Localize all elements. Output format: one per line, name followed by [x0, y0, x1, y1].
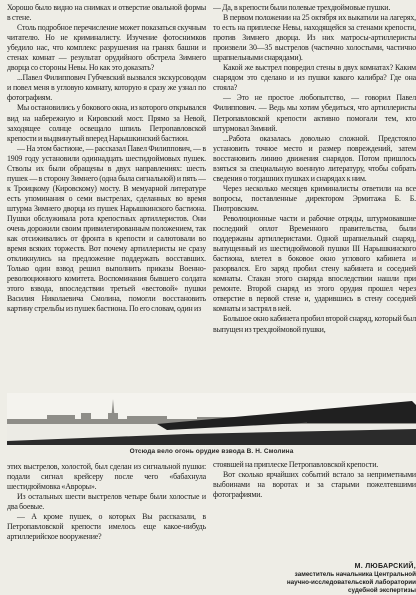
paragraph: В первом положении на 25 октября их выкатили на лагерях, то есть на приплеске Невы, находящейся за стенами крепости, против Зимнего дворца. Из них матросы-артиллеристы произвели 30—35 выстрелов (частично холостыми, частично шрапнельными снарядами).	[213, 13, 416, 63]
author-name: М. ЛЮБАРСКИЙ,	[354, 563, 416, 570]
article-column-left-top	[7, 3, 206, 401]
article-column-left-bottom	[7, 462, 206, 590]
paragraph: Большое окно кабинета пробил второй снаряд, который был выпущен из трехдюймовой пушки,	[213, 314, 416, 334]
cannon-photo	[7, 393, 416, 445]
paragraph: — Это не простое любопытство, — говорил Павел Филиппович. — Ведь мы хотим убедиться, что артиллеристы Петропавловской крепости активно помогали тем, кто штурмовал Зимний.	[213, 93, 416, 133]
cannon-photo-image	[7, 393, 416, 445]
paragraph: Из остальных шести выстрелов четыре были холостые и два боевые.	[7, 492, 206, 512]
paragraph: Столь подробное перечисление может показаться скучным читателю. Но не криминалисту. Изучение фотоснимков убедило нас, что комплекс разрушения на гранях башни и стенах комнат — результат орудийного обстрела Зимнего дворца со стороны Невы. Но как это доказать?	[7, 23, 206, 73]
paragraph: Через несколько месяцев криминалисты ответили на все вопросы, поставленные директором Эрмитажа Б. Б. Пиотровским.	[213, 183, 416, 213]
paragraph: Революционные части и рабочие отряды, штурмовавшие последний оплот Временного правительства, были поддержаны артиллеристами. Одной шрапнельный снаряд, выпущенный из шестидюймовой пушки III Нарышкинского бастиона, влетел в боковое окно углового кабинета и разорвался. Его заряд пробил стену кабинета и соседней комнаты. Стакан этого снаряда впоследствии нашли при ремонте. Второй снаряд из этого орудия прошел через отверстие в первой стене и, ударившись в стену соседней комнаты и застрял в ней.	[213, 213, 416, 314]
article-column-right-bottom	[213, 460, 416, 562]
paragraph: — Да, в крепости были полевые трехдюймовые пушки.	[213, 3, 391, 12]
paragraph: ...Павел Филиппович Губчевский вызвался экскурсоводом и повел меня в угловую комнату, которую я сразу же узнал по фотографиям.	[7, 73, 206, 103]
article-column-right-top	[213, 3, 416, 391]
paragraph: стоявшей на приплеске Петропавловской крепости.	[213, 460, 379, 469]
photo-caption: Отсюда вело огонь орудие взвода В. Н. Смолина	[129, 448, 294, 455]
paragraph: — А кроме пушек, о которых Вы рассказали, в Петропавловской крепости имелось еще какое-нибудь артиллерийское вооружение?	[7, 512, 206, 542]
author-signature	[216, 563, 416, 595]
paragraph: Хорошо было видно на снимках и отверстие овальной формы в стене.	[7, 3, 206, 23]
paragraph: Вот сколько ярчайших событий встало за неприметными выбоинами на воротах и за старыми пожелтевшими фотографиями.	[213, 470, 416, 500]
paragraph: этих выстрелов, холостой, был сделан из сигнальной пушки: подали сигнал крейсеру после чего «бабахнула шестидюймовка «Авроры».	[7, 462, 206, 492]
author-title-line: заместитель начальника Центральной	[294, 571, 416, 578]
paragraph: — На этом бастионе, — рассказал Павел Филиппович, — в 1909 году установили одиннадцать шестидюймовых пушек. Стволы их были обращены в двух направлениях: шесть пушек — в сторону Зимнего (одна была сигнальной) и пять — к Троицкому (Кировскому) мосту. В мемуарной литературе есть упоминания о семи выстрелах, сделанных во время штурма Зимнего дворца из пушек Нарышкинского бастиона. Пушки обслуживала рота крепостных артиллеристов. Они очень дорожили своим привилегированным положением, так как отсиживались от фронта в крепости и салютовали во время всяких торжеств. Вот почему артиллеристы не сразу откликнулись на предложение поддержать восставших. Только один взвод решил выполнить приказы Военно-революционного комитета. Воспоминания бывшего солдата этого взвода, впоследствии третьей «вестовой» пушки Василия Николаевича Смолина, помогли восстановить картину стрельбы из пушек бастиона. По его словам, один из	[7, 143, 206, 314]
paragraph: Мы остановились у бокового окна, из которого открывался вид на набережную и Кировский мост. Прямо за Невой, заходящее солнце освещало шпиль Петропавловской крепости и выдвинутый вперед Нарышкинский бастион.	[7, 103, 206, 143]
author-title-line: научно-исследовательской лаборатории	[286, 579, 416, 586]
author-title-line: судебной экспертизы	[347, 587, 416, 594]
paragraph: Какой же выстрел повредил стены в двух комнатах? Каким снарядом это сделано и из пушки какого калибра? Где она стояла?	[213, 63, 416, 93]
paragraph: ...Работа оказалась довольно сложной. Предстояло установить точное место и размер повреждений, затем восстановить линию движения снарядов. Потом пришлось взяться за специальную военную литературу, чтобы собрать сведения о тогдашних пушках и снарядах к ним.	[213, 133, 416, 183]
